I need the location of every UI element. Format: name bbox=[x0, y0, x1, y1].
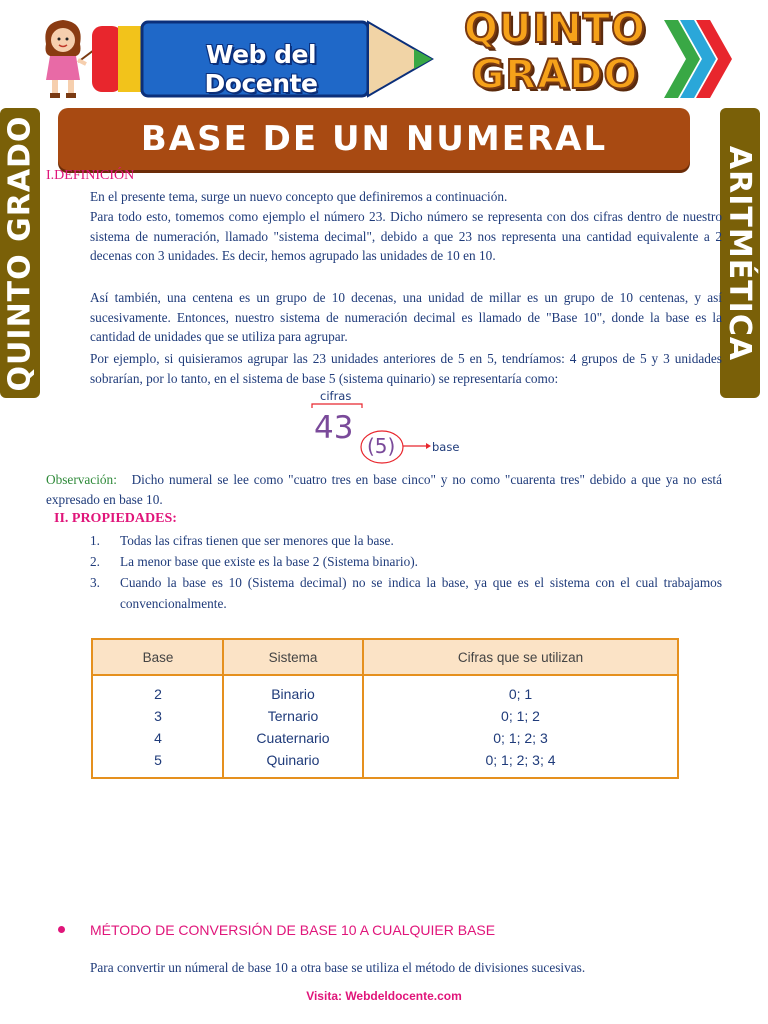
footer-link[interactable]: Visita: Webdeldocente.com bbox=[306, 989, 462, 1003]
side-banner-right bbox=[720, 108, 760, 398]
list-item bbox=[90, 572, 722, 614]
grade-line-2: GRADO bbox=[471, 52, 639, 98]
table-cell: Binario bbox=[271, 686, 315, 702]
table-cell: 0; 1; 2; 3; 4 bbox=[485, 752, 556, 768]
table-cell: Quinario bbox=[266, 752, 320, 768]
method-text: Para convertir un númeral de base 10 a otra base se utiliza el método de divisiones sucesivas. bbox=[90, 960, 586, 975]
table-header-base: Base bbox=[142, 650, 174, 665]
side-banner-left-text: QUINTO GRADO bbox=[2, 115, 38, 391]
list-item-number: 1. bbox=[90, 533, 100, 548]
grade-badge bbox=[440, 6, 670, 106]
side-banner-left bbox=[0, 108, 40, 398]
table-cell: 2 bbox=[154, 686, 162, 702]
table-cell: 5 bbox=[154, 752, 162, 768]
properties-heading: II. PROPIEDADES: bbox=[54, 511, 177, 526]
logo-text: Web del Docente bbox=[204, 40, 318, 98]
base-arrow-head bbox=[426, 443, 431, 449]
properties-list bbox=[90, 530, 722, 614]
cifras-bracket bbox=[312, 404, 362, 408]
bullet-icon bbox=[58, 926, 65, 933]
base-label: base bbox=[432, 440, 460, 454]
table-cell: 0; 1; 2 bbox=[501, 708, 540, 724]
list-item-text: Cuando la base es 10 (Sistema decimal) no se indica la base, ya que es el sistema con el cual trabajamos convencionalmente. bbox=[120, 575, 722, 611]
method-heading: MÉTODO DE CONVERSIÓN DE BASE 10 A CUALQUIER BASE bbox=[90, 922, 496, 938]
example-number: 43 bbox=[314, 410, 354, 446]
definition-paragraph-3: Así también, una centena es un grupo de 10 decenas, una unidad de millar es un grupo de 10 centenas, y así sucesivamente. Entonces, nuestro sistema de numeración decimal es llamado de "Base 10", donde la base es la cantidad de unidades que se utiliza para agrupar. bbox=[90, 290, 722, 344]
definition-heading: I.DEFINICIÓN bbox=[46, 168, 135, 183]
grade-line-1: QUINTO bbox=[463, 6, 647, 52]
page-title: BASE DE UN NUMERAL bbox=[140, 119, 608, 159]
table-cell: Ternario bbox=[267, 708, 319, 724]
table-cell: 4 bbox=[154, 730, 162, 746]
table-header-sistema: Sistema bbox=[268, 650, 318, 665]
list-item-text: La menor base que existe es la base 2 (Sistema binario). bbox=[120, 554, 418, 569]
table-cell: Cuaternario bbox=[256, 730, 330, 746]
list-item-text: Todas las cifras tienen que ser menores que la base. bbox=[120, 533, 394, 548]
observation-text: Dicho numeral se lee como "cuatro tres en base cinco" y no como "cuarenta tres" debido a que ya no está expresado en base 10. bbox=[46, 472, 722, 507]
definition-paragraph-2: Para todo esto, tomemos como ejemplo el número 23. Dicho número se representa con dos cifras dentro de nuestro sistema de numeración, llamado "sistema decimal", debido a que 23 nos representa una cantidad equivalente a 2 decenas con 3 unidades. Es decir, hemos agrupado las unidades de 10 en 10. bbox=[90, 209, 722, 263]
cifras-label: cifras bbox=[320, 389, 352, 403]
table-cell: 3 bbox=[154, 708, 162, 724]
list-item-number: 2. bbox=[90, 554, 100, 569]
teacher-cartoon-icon bbox=[28, 14, 98, 100]
chevron-decoration-icon bbox=[660, 16, 740, 102]
example-base-value: (5) bbox=[367, 434, 396, 458]
observation-label: Observación: bbox=[46, 472, 117, 487]
page-header bbox=[0, 0, 768, 105]
definition-paragraph-1: En el presente tema, surge un nuevo concepto que definiremos a continuación. bbox=[90, 189, 508, 204]
table-header-cifras: Cifras que se utilizan bbox=[457, 650, 584, 665]
table-cell: 0; 1 bbox=[508, 686, 533, 702]
list-item bbox=[90, 551, 722, 572]
definition-paragraph-4: Por ejemplo, si quisieramos agrupar las 23 unidades anteriores de 5 en 5, tendríamos: 4 grupos de 5 y 3 unidades sobrarían, por lo tanto, en el sistema de base 5 (sistema quinario) se representaría como: bbox=[90, 351, 722, 386]
observation bbox=[46, 470, 722, 510]
table-cell: 0; 1; 2; 3 bbox=[493, 730, 548, 746]
list-item-number: 3. bbox=[90, 575, 100, 590]
list-item bbox=[90, 530, 722, 551]
side-banner-right-text: ARITMÉTICA bbox=[722, 145, 758, 361]
title-bar bbox=[58, 108, 690, 170]
bases-table bbox=[91, 638, 679, 779]
